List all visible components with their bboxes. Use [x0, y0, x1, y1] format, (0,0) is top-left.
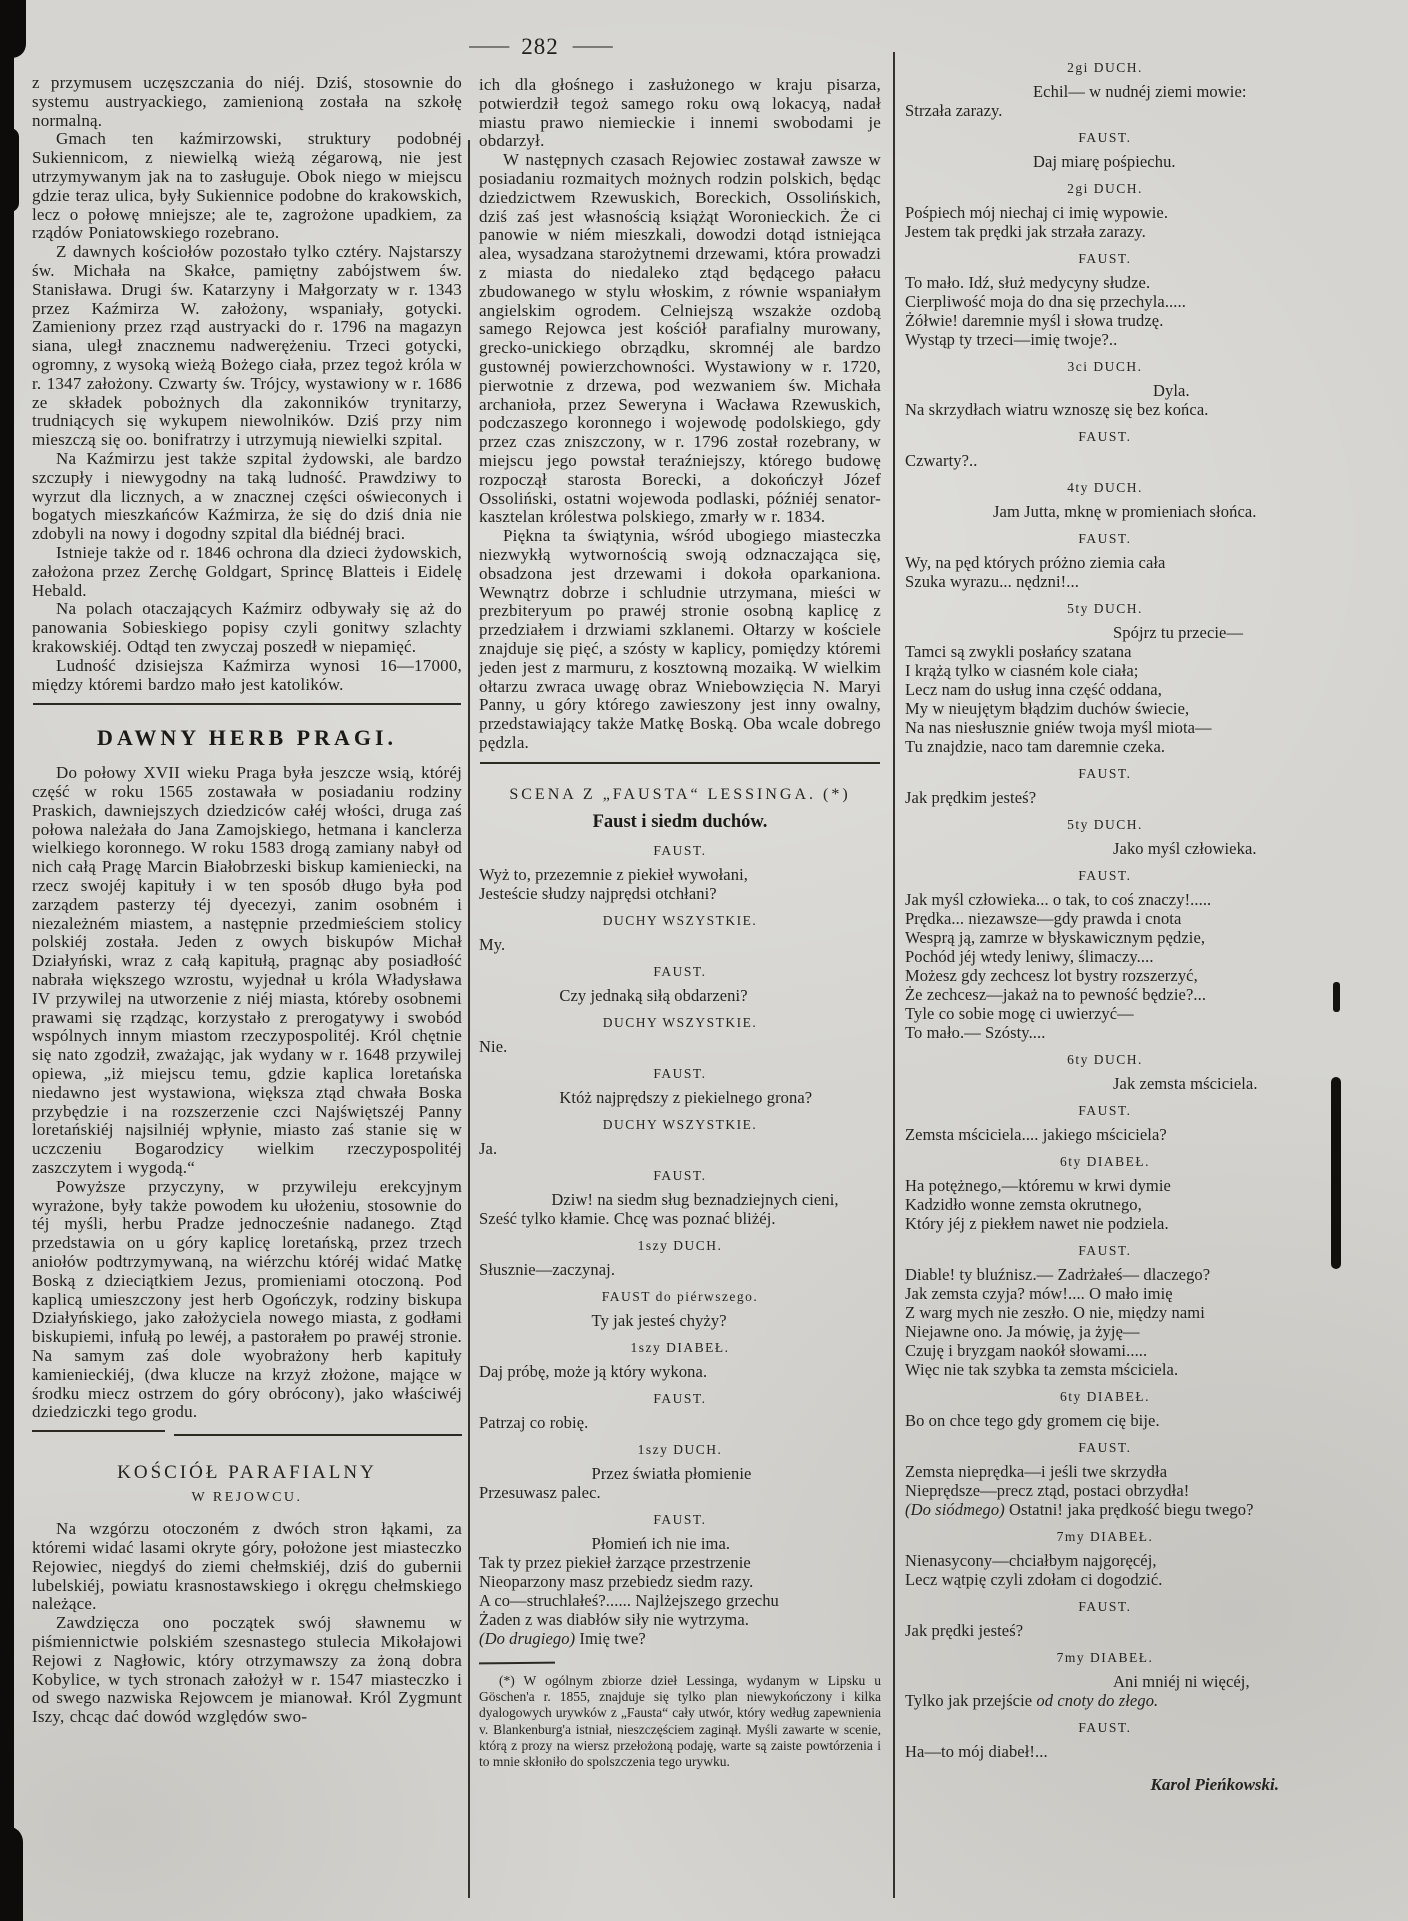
verse-block	[905, 553, 1305, 591]
speaker-label: FAUST.	[1078, 1103, 1132, 1118]
verse-line: Pochód jéj wtedy leniwy, ślimaczy....	[905, 947, 1154, 966]
verse-block	[479, 1139, 881, 1158]
speaker-label: 6ty DUCH.	[1067, 1052, 1143, 1067]
verse-line: Jak zemsta czyja? mów!.... O mało imię	[905, 1284, 1173, 1303]
speaker-label: 1szy DUCH.	[637, 1441, 723, 1457]
verse-line: Daj miarę pośpiechu.	[1033, 152, 1176, 171]
verse-line: Wesprą ją, zamrze w błyskawicznym pędzie,	[905, 928, 1206, 947]
verse-line: Jak prędki jesteś?	[905, 1621, 1024, 1640]
speaker-label: FAUST.	[1078, 130, 1132, 145]
speaker-label: FAUST.	[1078, 766, 1132, 781]
paragraph: Istnieje także od r. 1846 ochrona dla dzieci żydowskich, założona przez Zerchę Goldgart, Sprincę Blatteis i Eidelę Hebald.	[32, 542, 462, 600]
verse-line: Patrzaj co robię.	[479, 1412, 589, 1432]
speaker-label: 1szy DIABEŁ.	[630, 1339, 730, 1355]
verse-line: Żaden z was diabłów siły nie wytrzyma.	[479, 1609, 750, 1629]
verse-block	[479, 1464, 881, 1502]
verse-block	[479, 1190, 881, 1228]
footnote: (*) W ogólnym zbiorze dzieł Lessinga, wydanym w Lipsku u Göschen'a r. 1855, znajduje się tylko plan niewykończony i kilka dyalogowych urywków z „Fausta“ cały utwór, który według zapewnienia v. Blankenburg'a istniał, nieszczęściem zaginął. Myśli zawarte w scenie, którą z prozy na wiersz przełożoną podaję, warte są zaiste powtórzenia i to mnie skłoniło do spolszczenia tego urywku.	[479, 1672, 881, 1770]
verse-line: Któż najprędszy z piekielnego grona?	[559, 1087, 813, 1107]
verse-line: Zemsta mściciela.... jakiego mściciela?	[905, 1125, 1167, 1144]
speaker-label: 1szy DUCH.	[637, 1237, 723, 1253]
verse-line: Więc nie tak szybka ta zemsta mściciela.	[905, 1360, 1179, 1379]
verse-line: Jako myśl człowieka.	[1113, 839, 1257, 858]
verse-block	[479, 986, 881, 1005]
scan-artifact-right-streak	[1331, 1077, 1341, 1269]
verse-line: A co—struchlałeś?...... Najlżejszego grzechu	[479, 1590, 779, 1610]
verse-block	[479, 1260, 881, 1279]
verse-line: Tak ty przez piekieł żarzące przestrzenie	[479, 1552, 751, 1572]
verse-line: Możesz gdy zechcesz lot bystry rozszerzyć,	[905, 966, 1198, 985]
verse-line: Ty jak jesteś chyży?	[591, 1310, 727, 1330]
verse-block	[905, 381, 1305, 419]
page-number: 282	[521, 34, 559, 59]
verse-line: Jesteście słudzy najprędsi otchłani?	[479, 883, 717, 903]
verse-line: To mało. Idź, służ medycyny słudze.	[905, 273, 1151, 292]
verse-block	[479, 1311, 881, 1330]
verse-line: Na nas niesłusznie gniéw twoja myśl miota—	[905, 718, 1212, 737]
verse-line: Wystąp ty trzeci—imię twoje?..	[905, 330, 1118, 349]
verse-block	[905, 502, 1305, 521]
speaker-label: 6ty DIABEŁ.	[1060, 1389, 1150, 1404]
verse-line: Zemsta nieprędka—i jeśli twe skrzydła	[905, 1462, 1168, 1481]
verse-line: Wy, na pęd których próżno ziemia cała	[905, 553, 1166, 572]
section-subtitle: W REJOWCU.	[191, 1490, 303, 1506]
speaker-label: 5ty DUCH.	[1067, 601, 1143, 616]
verse-line: Daj próbę, może ją który wykona.	[479, 1361, 708, 1381]
verse-line: Prędka... niezawsze—gdy prawda i cnota	[905, 909, 1182, 928]
verse-block	[905, 1672, 1305, 1710]
verse-block	[905, 1411, 1305, 1430]
verse-block	[905, 203, 1305, 241]
verse-line: Czwarty?..	[905, 451, 978, 470]
verse-line: Niejawne ono. Ja mówię, ja żyję—	[905, 1322, 1140, 1341]
verse-line: My.	[479, 934, 506, 954]
speaker-label: 2gi DUCH.	[1067, 60, 1143, 75]
verse-block	[905, 1621, 1305, 1640]
page-number-dash-left: ——	[469, 33, 508, 57]
speaker-label: 7my DIABEŁ.	[1056, 1650, 1154, 1665]
verse-block	[905, 1265, 1305, 1379]
scene-title: SCENA Z „FAUSTA“ LESSINGA. (*)	[509, 785, 851, 803]
verse-line: Żółwie! daremnie myśl i słowa trudzę.	[905, 311, 1164, 330]
scan-artifact-left-band	[0, 0, 14, 1921]
speaker-label: DUCHY WSZYSTKIE.	[602, 1014, 758, 1030]
verse-line: Diable! ty bluźnisz.— Zadrżałeś— dlaczego?	[905, 1265, 1211, 1284]
speaker-label: 4ty DUCH.	[1067, 480, 1143, 495]
verse-line: Tyle co sobie mogę ci uwierzyć—	[905, 1004, 1134, 1023]
speaker-label: 5ty DUCH.	[1067, 817, 1143, 832]
verse-line: Lecz wątpię czyli zdołam ci dogodzić.	[905, 1570, 1163, 1589]
speaker-label: DUCHY WSZYSTKIE.	[602, 1116, 758, 1132]
section-title: DAWNY HERB PRAGI.	[96, 725, 398, 751]
verse-line: Ha—to mój diabeł!...	[905, 1742, 1048, 1761]
verse-block	[479, 935, 881, 954]
verse-block	[905, 890, 1305, 1042]
verse-line: Jak myśl człowieka... o tak, to coś znaczy!.....	[905, 890, 1212, 909]
verse-block	[479, 1037, 881, 1056]
speaker-label: FAUST.	[1078, 1599, 1132, 1614]
verse-line: Na skrzydłach wiatru wznoszę się bez końca.	[905, 400, 1209, 419]
verse-line: Ha potężnego,—któremu w krwi dymie	[905, 1176, 1171, 1195]
section-divider	[32, 1430, 462, 1436]
verse-line: Dziw! na siedm sług beznadziejnych cieni,	[551, 1189, 839, 1209]
verse-line: Czy jednaką siłą obdarzeni?	[559, 985, 748, 1005]
verse-block	[479, 1362, 881, 1381]
emphasized-text: od cnoty do złego.	[1036, 1691, 1159, 1710]
paragraph: Piękna ta świątynia, wśród ubogiego miasteczka niezwykłą wytwornością swoją odznaczająca się, obsadzona jest drzewami i dokoła oparkaniona. Wewnątrz dobrze i schludnie utrzymana, mieści w prezbiteryum po prawéj stronie osobną kaplicę z przedziałem i drzwiami szklanemi. Ołtarzy w kościele znajduje się pięć, a szósty w kaplicy, pomiędzy któremi jeden jest z marmuru, z kosztowną mozaiką. W wielkim ołtarzu zwraca uwagę obraz Wniebowzięcia N. Maryi Panny, u góry którego zawieszony jest inny owalny, przedstawiający także Matkę Boską. Oba wcale dobrego pędzla.	[479, 526, 881, 752]
verse-line: Nie.	[479, 1036, 508, 1056]
verse-line: Spójrz tu przecie—	[1113, 623, 1244, 642]
speaker-label: FAUST.	[653, 1511, 707, 1527]
paragraph: W następnych czasach Rejowiec zostawał zawsze w posiadaniu rozmaitych możnych rodzin polskich, będąc dziedzictwem Rzewuskich, Boreckich, Ossolińskich, dziś zaś jest własnością książąt Woronieckich. Że ci panowie w niém mieszkali, dowodzi dotąd istniejąca alea, wysadzana starożytnemi drzewami, która prowadzi z miasta do niedaleko ztąd będącego pałacu zbudowanego w stylu włoskim, z równie wspaniałym angielskim ogrodem. Celniejszą wszakże ozdobą samego Rejowca jest kościół parafialny murowany, grecko-unickiego obrządku, skromnéj ale bardzo gustownéj powierzchowności. Wystawiony w r. 1720, pierwotnie z drzewa, pod wezwaniem św. Michała archanioła, przez Seweryna i Wacława Rzewuskich, podczaszego koronnego i wojewodę podolskiego, gdy przez czas zniszczony, w r. 1796 został rozebrany, w miejscu jego powstał teraźniejszy, którego budowę rozpoczął starosta Borecki, a dokończył Józef Ossoliński, ostatni wojewoda podlaski, późniéj senator-kasztelan królestwa polskiego, zmarły w r. 1834.	[479, 150, 881, 527]
verse-line: Jam Jutta, mknę w promieniach słońca.	[993, 502, 1257, 521]
verse-line: Przez światła płomienie	[591, 1463, 752, 1483]
verse-block	[905, 1176, 1305, 1233]
paragraph: Powyższe przyczyny, w przywileju erekcyjnym wyrażone, były także powodem ku ułożeniu, stosownie do téj myśli, herbu Pradze jednocześnie nadanego. Ztąd przedstawia on u góry kaplicę loretańską, przez trzech aniołów podtrzymywaną, na wiérzchu któréj widać Matkę Boską z dzieciątkiem Jezus, promieniami otoczoną. Pod kaplicą umieszczony jest herb Ogończyk, rodziny biskupa Działyńskiego, jako założyciela nowego miasta, z godłami biskupiemi, infułą po lewéj, a pastorałem po prawéj stronie. Na samym zaś dole wyobrażony herb kapituły kamienieckiéj, (dwa klucze na krzyż złożone, mające w środku miecz ostrzem do góry obrócony), jako właściwéj dziedziczki tego grodu.	[32, 1176, 462, 1422]
scan-artifact-top-left	[0, 0, 26, 58]
section-title: KOŚCIÓŁ PARAFIALNY	[117, 1462, 377, 1484]
verse-block	[905, 788, 1305, 807]
verse-line: Tu znajdzie, naco tam daremnie czeka.	[905, 737, 1166, 756]
verse-line: Słusznie—zaczynaj.	[479, 1259, 616, 1279]
verse-line: Strzała zarazy.	[905, 101, 1003, 120]
verse-block	[479, 1413, 881, 1432]
scan-artifact-bottom-left	[0, 1826, 23, 1921]
column-middle	[479, 76, 881, 1770]
verse-line: Nieprędsze—precz ztąd, postaci obrzydła!	[905, 1481, 1190, 1500]
verse-block	[905, 1551, 1305, 1589]
speaker-label: FAUST.	[653, 1390, 707, 1406]
verse-line: Ani mniéj ni więcéj,	[1113, 1672, 1250, 1691]
verse-block	[905, 1742, 1305, 1761]
speaker-label: FAUST.	[653, 1167, 707, 1183]
verse-line: Dyla.	[1153, 381, 1190, 400]
paragraph: z przymusem uczęszczania do niéj. Dziś, stosownie do systemu austryackiego, zamienioną została na szkołę normalną.	[32, 73, 462, 130]
verse-line: Wyż to, przezemnie z piekieł wywołani,	[479, 864, 748, 884]
verse-block	[905, 273, 1305, 349]
paragraph: Na polach otaczających Kaźmirz odbywały się aż do panowania Sobieskiego popisy czyli gonitwy szlachty krakowskiéj. Odtąd ten zwyczaj poszedł w niepamięć.	[32, 599, 462, 656]
paragraph: Gmach ten kaźmirzowski, struktury podobnéj Sukiennicom, z niewielką wieżą zégarową, nie jest utrzymywanym jak na to zasługuje. Obok niego w miejscu gdzie teraz ulica, były Sukiennice podobne do krakowskich, lecz o połowę mniejsze; ale te, zagrożone upadkiem, za rządów Poniatowskiego rozebrano.	[32, 129, 462, 243]
verse-block	[905, 152, 1305, 171]
footnote-divider	[479, 1661, 555, 1664]
verse-line: (Do siódmego) Ostatni! jaka prędkość biegu twego?	[905, 1500, 1254, 1519]
speaker-label: FAUST.	[653, 842, 707, 858]
verse-line: Bo on chce tego gdy gromem cię bije.	[905, 1411, 1160, 1430]
paragraph: Na wzgórzu otoczoném z dwóch stron łąkami, za któremi widać lasami okryte góry, położone jest miasteczko Rejowiec, niegdyś do ziemi chełmskiéj, dziś do gubernii lubelskiéj, powiatu krasnostawskiego i okręgu chełmskiego należące.	[32, 1519, 462, 1614]
scene-subtitle: Faust i siedm duchów.	[592, 811, 768, 832]
speaker-label: DUCHY WSZYSTKIE.	[602, 912, 758, 928]
verse-block	[479, 1534, 881, 1648]
verse-line: Płomień ich nie ima.	[591, 1533, 731, 1553]
verse-block	[905, 623, 1305, 756]
verse-line: My w nieujętym błądzim duchów świecie,	[905, 699, 1190, 718]
verse-block	[905, 1074, 1305, 1093]
scan-artifact-right-blob	[1333, 982, 1340, 1012]
verse-line: Przesuwasz palec.	[479, 1482, 601, 1502]
author-signature: Karol Pieńkowski.	[1150, 1775, 1279, 1794]
speaker-label: FAUST.	[1078, 1440, 1132, 1455]
verse-line: Szuka wyrazu... nędzni!...	[905, 572, 1079, 591]
speaker-label: FAUST.	[1078, 1243, 1132, 1258]
verse-line: Z warg mych nie zeszło. O nie, między nami	[905, 1303, 1205, 1322]
column-divider-left	[468, 140, 470, 1898]
verse-line: Kadzidło wonne zemsta okrutnego,	[905, 1195, 1142, 1214]
scan-artifact-left-blob	[0, 128, 19, 212]
verse-line: Pośpiech mój niechaj ci imię wypowie.	[905, 203, 1169, 222]
verse-line: Czuję i bryzgam naokół słowami.....	[905, 1341, 1148, 1360]
verse-block	[905, 82, 1305, 120]
column-right	[905, 50, 1305, 1795]
speaker-label: FAUST.	[1078, 251, 1132, 266]
verse-line: Tylko jak przejście od cnoty do złego.	[905, 1691, 1159, 1710]
stage-direction: (Do drugiego)	[479, 1628, 576, 1648]
speaker-label: FAUST.	[1078, 531, 1132, 546]
verse-line: Jak zemsta mściciela.	[1113, 1074, 1258, 1093]
paragraph: Z dawnych kościołów pozostało tylko cztéry. Najstarszy św. Michała na Skałce, pamiętny zabójstwem św. Stanisława. Drugi św. Katarzyny i Małgorzaty w r. 1343 przez Kaźmirza W. założony, wspaniały, gotycki. Zamieniony przez rząd austryacki do r. 1796 na magazyn siana, uległ znacznemu nadwerężeniu. Trzeci gotycki, ogromny, z wysoką wieżą Bożego ciała, przez tegoż króla w r. 1347 założony. Czwarty św. Trójcy, wystawiony w r. 1686 ze składek pobożnych dla zakonników trynitarzy, trudniących się wykupem niewolników. Dziś przy nim mieszczą się oo. bonifratrzy i utrzymują niewielki szpital.	[32, 242, 462, 450]
paragraph: Do połowy XVII wieku Praga była jeszcze wsią, któréj część w roku 1565 zostawała w posiadaniu rodziny Praskich, dawniejszych dziedziców całéj włości, druga zaś połowa należała do Jana Zamojskiego, hetmana i kanclerza wielkiego koronnego. W roku 1583 drogą zamiany nabył od nich całą Pragę Marcin Białobrzeski biskup kamieniecki, na rzecz swojéj kapituły i w ten sposób długo była pod zarządem pasterzy téj dyecezyi, zanim osobném i niezależném miastem, a następnie przedmieściem stolicy polskiéj została. Jeden z owych biskupów Michał Działyński, wraz z całą kapitułą, pragnąc aby posiadłość nabrała większego wzrostu, wyjednał u króla Władysława IV przywilej na utworzenie z niéj miasta, któreby osobnemi prawami się rządząc, korzystało z prerogatywy i swobód wspólnych innym miastom rzeczypospolitéj. Król chętnie się nato zgodził, zważając, jak wydany w r. 1648 przywilej opiewa, „iż miejscu temu, gdzie kaplica loretańska niedawno jest wystawiona, większa ztąd chwała Boska przybędzie i na rozszerzenie czci Najświętszéj Panny loretańskiéj najsilniéj wpłynie, miasto zaś stanie się w uczczeniu Bogarodzicy wielkim rzeczypospolitéj zaszczytem i wygodą.“	[32, 763, 462, 1178]
speaker-label: FAUST do piérwszego.	[601, 1288, 759, 1304]
section-divider	[33, 703, 461, 705]
speaker-label: FAUST.	[653, 1065, 707, 1081]
verse-line: (Do drugiego) Imię twe?	[479, 1628, 646, 1648]
speaker-label: 2gi DUCH.	[1067, 181, 1143, 196]
verse-line: Echil— w nudnéj ziemi mowie:	[1033, 82, 1247, 101]
speaker-label: FAUST.	[1078, 868, 1132, 883]
speaker-label: FAUST.	[1078, 429, 1132, 444]
verse-line: Ja.	[479, 1138, 498, 1158]
paragraph: ich dla głośnego i zasłużonego w kraju pisarza, potwierdził tegoż samego roku ową lokacyą, nadał miastu prawo niemieckie i innemi swobodami je obdarzył.	[479, 75, 881, 151]
verse-block	[905, 451, 1305, 470]
verse-line: Że zechcesz—jakaż na to pewność będzie?...	[905, 985, 1207, 1004]
verse-line: Jestem tak prędki jak strzała zarazy.	[905, 222, 1146, 241]
paragraph: Na Kaźmirzu jest także szpital żydowski, ale bardzo szczupły i niewygodny na taką ludność. Prawdziwy to wyrzut dla licznych, a w znacznej części oświeconych i bogatych mieszkańców Kaźmirza, że się do dziś dnia nie zdobyli na nowy i dogodny szpital dla biédnéj braci.	[32, 448, 462, 544]
page-header	[390, 34, 690, 60]
verse-line: Nienasycony—chciałbym najgoręcéj,	[905, 1551, 1157, 1570]
verse-line: To mało.— Szósty....	[905, 1023, 1046, 1042]
verse-block	[905, 1125, 1305, 1144]
speaker-label: 7my DIABEŁ.	[1056, 1529, 1154, 1544]
column-divider-right	[893, 52, 895, 1898]
page-number-dash-right: ——	[572, 33, 611, 57]
verse-line: Jak prędkim jesteś?	[905, 788, 1037, 807]
speaker-label: FAUST.	[653, 963, 707, 979]
verse-block	[905, 1462, 1305, 1519]
section-divider	[480, 762, 880, 764]
column-left	[32, 74, 462, 1727]
verse-line: Lecz nam do usług inna część oddana,	[905, 680, 1162, 699]
verse-line: Który jéj z piekłem nawet nie podziela.	[905, 1214, 1169, 1233]
speaker-label: FAUST.	[1078, 1720, 1132, 1735]
verse-block	[905, 839, 1305, 858]
verse-line: Sześć tylko kłamie. Chcę was poznać bliżéj.	[479, 1208, 776, 1228]
verse-line: Tamci są zwykli posłańcy szatana	[905, 642, 1132, 661]
paragraph: Ludność dzisiejsza Kaźmirza wynosi 16—17000, między któremi bardzo mało jest katolików.	[32, 655, 462, 694]
verse-block	[479, 1088, 881, 1107]
verse-block	[479, 865, 881, 903]
verse-line: I krążą tylko w ciasném kole ciała;	[905, 661, 1139, 680]
stage-direction: (Do siódmego)	[905, 1500, 1005, 1519]
speaker-label: 3ci DUCH.	[1067, 359, 1143, 374]
verse-line: Cierpliwość moja do dna się przechyla.....	[905, 292, 1186, 311]
verse-line: Nieoparzony masz przebiedz siedm razy.	[479, 1571, 754, 1591]
paragraph: Zawdzięcza ono początek swój sławnemu w piśmiennictwie polskiém szesnastego stulecia Mikołajowi Rejowi z Nagłowic, który otrzymawszy za żoną dobra Kobylice, w tych stronach założył w r. 1547 miasteczko i od swego nazwiska Rejowcem je mianował. Król Zygmunt Iszy, chcąc dać dowód względów swo-	[32, 1613, 462, 1727]
speaker-label: 6ty DIABEŁ.	[1060, 1154, 1150, 1169]
